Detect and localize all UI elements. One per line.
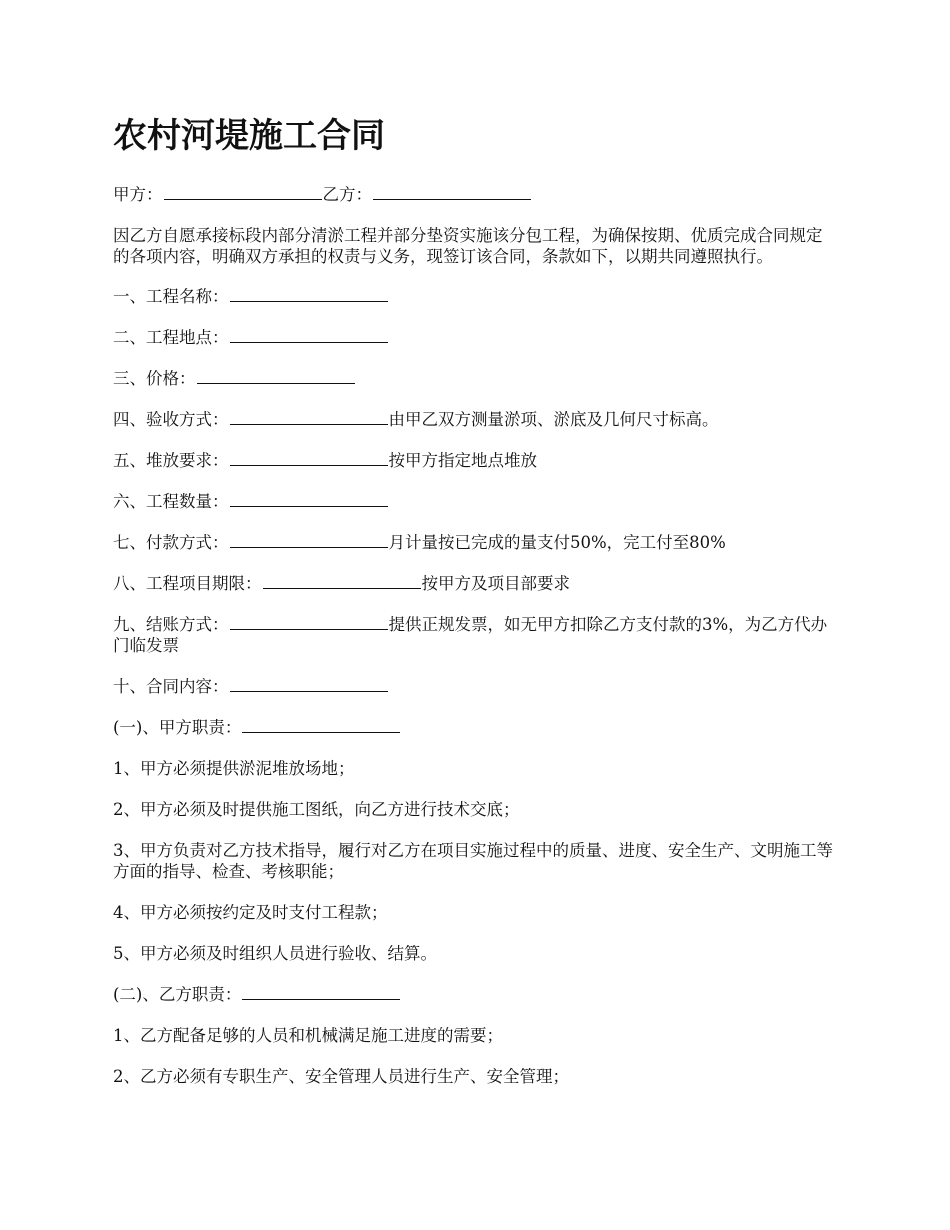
party-b-label: 乙方： (322, 185, 372, 204)
intro-paragraph: 因乙方自愿承接标段内部分清淤工程并部分垫资实施该分包工程，为确保按期、优质完成合同规定的各项内容，明确双方承担的权责与义务，现签订该合同，条款如下，以期共同遵照执行。 (113, 226, 823, 266)
clause-label: 四、验收方式： (113, 410, 229, 429)
clause-blank (230, 614, 388, 630)
clause-blank (230, 532, 388, 548)
contract-page (113, 112, 838, 1107)
clause-price (113, 368, 838, 389)
party-a-duty-item: 2、甲方必须及时提供施工图纸，向乙方进行技术交底； (113, 800, 520, 819)
clause-project-location (113, 327, 838, 348)
clause-label: 七、付款方式： (113, 533, 229, 552)
party-a-duty-item: 1、甲方必须提供淤泥堆放场地； (113, 759, 355, 778)
clause-project-name (113, 286, 838, 307)
party-b-duty-item: 1、乙方配备足够的人员和机械满足施工进度的需要； (113, 1026, 503, 1045)
party-a-duty-item: 4、甲方必须按约定及时支付工程款； (113, 903, 388, 922)
clause-suffix: 月计量按已完成的量支付50%，完工付至80% (388, 533, 726, 552)
clause-blank (197, 368, 355, 384)
clause-project-quantity (113, 491, 838, 512)
clause-payment-method (113, 532, 838, 553)
section-heading-label: (一)、甲方职责： (113, 718, 242, 737)
clause-blank (230, 676, 388, 692)
clause-blank (230, 286, 388, 302)
parties-line (113, 184, 838, 205)
clause-suffix: 提供正规发票，如无甲方扣除乙方支付款的3%，为乙方代办门临发票 (113, 615, 828, 655)
party-a-duties-heading (113, 717, 838, 738)
section-heading-label: (二)、乙方职责： (113, 985, 242, 1004)
party-b-blank (373, 184, 531, 200)
clause-blank (230, 491, 388, 507)
clause-label: 十、合同内容： (113, 677, 229, 696)
document-title: 农村河堤施工合同 (113, 116, 385, 156)
party-a-label: 甲方： (113, 185, 163, 204)
party-a-duty-item: 3、甲方负责对乙方技术指导，履行对乙方在项目实施过程中的质量、进度、安全生产、文明施工等方面的指导、检查、考核职能； (113, 841, 833, 881)
clause-blank (263, 573, 421, 589)
party-b-duties-heading (113, 984, 838, 1005)
party-a-blank (164, 184, 322, 200)
clause-suffix: 按甲方及项目部要求 (421, 574, 570, 593)
party-b-duty-item: 2、乙方必须有专职生产、安全管理人员进行生产、安全管理； (113, 1067, 569, 1086)
clause-settlement-method (113, 614, 838, 656)
clause-stacking-requirement (113, 450, 838, 471)
clause-label: 三、价格： (113, 369, 196, 388)
clause-label: 六、工程数量： (113, 492, 229, 511)
clause-label: 五、堆放要求： (113, 451, 229, 470)
clause-suffix: 按甲方指定地点堆放 (388, 451, 537, 470)
clause-blank (230, 450, 388, 466)
section-heading-blank (242, 717, 400, 733)
clause-project-term (113, 573, 838, 594)
clause-label: 一、工程名称： (113, 287, 229, 306)
clause-suffix: 由甲乙双方测量淤项、淤底及几何尺寸标高。 (388, 410, 719, 429)
party-a-duty-item: 5、甲方必须及时组织人员进行验收、结算。 (113, 944, 437, 963)
clause-label: 八、工程项目期限： (113, 574, 262, 593)
clause-contract-content (113, 676, 838, 697)
clause-acceptance-method (113, 409, 838, 430)
clause-blank (230, 327, 388, 343)
clause-blank (230, 409, 388, 425)
clause-label: 九、结账方式： (113, 615, 229, 634)
clause-label: 二、工程地点： (113, 328, 229, 347)
section-heading-blank (242, 984, 400, 1000)
